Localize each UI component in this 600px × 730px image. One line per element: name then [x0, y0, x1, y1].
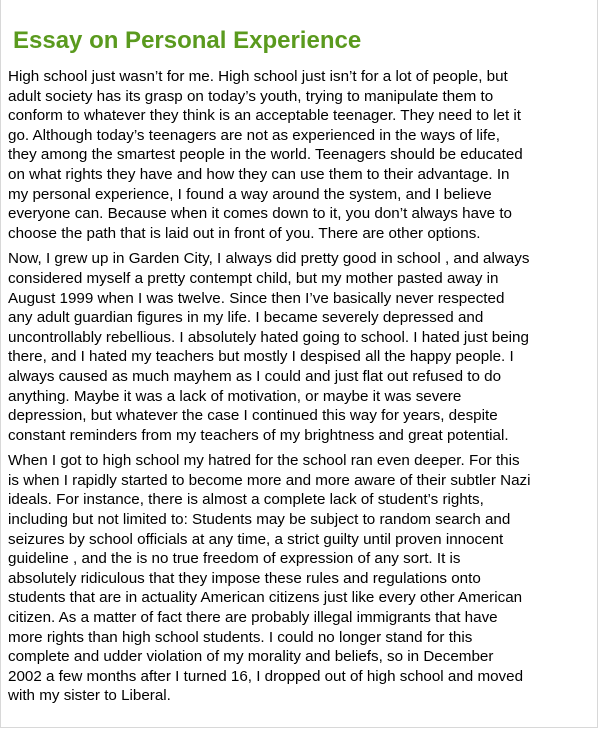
- text-line: there, and I hated my teachers but mostly I despised all the happy people. I: [8, 348, 514, 366]
- text-line: go. Although today’s teenagers are not as experienced in the ways of life,: [8, 126, 500, 144]
- text-line: students that are in actuality American citizens just like every other American: [8, 589, 523, 607]
- text-line: including but not limited to: Students may be subject to random search and: [8, 511, 511, 529]
- text-line: always caused as much mayhem as I could and just flat out refused to do: [8, 367, 502, 385]
- text-line: my personal experience, I found a way around the system, and I believe: [8, 185, 492, 203]
- paragraph-3: [8, 451, 596, 706]
- text-line: complete and udder violation of my morality and beliefs, so in December: [8, 648, 494, 666]
- text-line: absolutely ridiculous that they impose these rules and regulations onto: [8, 569, 481, 587]
- text-line: citizen. As a matter of fact there are probably illegal immigrants that have: [8, 609, 498, 627]
- text-line: is when I rapidly started to become more and more aware of their subtler Nazi: [8, 471, 531, 489]
- text-line: anything. Maybe it was a lack of motivation, or maybe it was severe: [8, 387, 462, 405]
- text-line: 2002 a few months after I turned 16, I dropped out of high school and moved: [8, 667, 524, 685]
- text-line: guideline , and the is no true freedom of expression of any sort. It is: [8, 550, 461, 568]
- text-line: conform to whatever they think is an acceptable teenager. They need to let it: [8, 107, 522, 125]
- text-line: choose the path that is laid out in front of you. There are other options.: [8, 224, 481, 242]
- text-line: Now, I grew up in Garden City, I always did pretty good in school , and always: [8, 250, 530, 268]
- text-line: seizures by school officials at any time, a strict guilty until proven innocent: [8, 530, 504, 548]
- document-title: Essay on Personal Experience: [13, 27, 362, 54]
- text-line: depression, but whatever the case I continued this way for years, despite: [8, 407, 498, 425]
- text-line: When I got to high school my hatred for the school ran even deeper. For this: [8, 452, 520, 470]
- text-line: with my sister to Liberal.: [8, 687, 171, 705]
- text-line: on what rights they have and how they can use them to their advantage. In: [8, 165, 510, 183]
- text-line: any adult guardian figures in my life. I became severely depressed and: [8, 309, 484, 327]
- essay-body: [8, 67, 596, 706]
- text-line: High school just wasn’t for me. High school just isn’t for a lot of people, but: [8, 68, 508, 85]
- text-line: August 1999 when I was twelve. Since then I’ve basically never respected: [8, 289, 505, 307]
- text-line: constant reminders from my teachers of my brightness and great potential.: [8, 426, 509, 444]
- text-line: considered myself a pretty contempt child, but my mother pasted away in: [8, 269, 499, 287]
- text-line: uncontrollably rebellious. I absolutely hated going to school. I hated just being: [8, 328, 529, 346]
- paragraph-1: [8, 67, 596, 243]
- text-line: adult society has its grasp on today’s youth, trying to manipulate them to: [8, 87, 494, 105]
- text-line: everyone can. Because when it comes down to it, you don’t always have to: [8, 205, 513, 223]
- paragraph-2: [8, 249, 596, 445]
- text-line: ideals. For instance, there is almost a complete lack of student’s rights,: [8, 491, 484, 509]
- text-line: they among the smartest people in the world. Teenagers should be educated: [8, 146, 523, 164]
- text-line: more rights than high school students. I could no longer stand for this: [8, 628, 473, 646]
